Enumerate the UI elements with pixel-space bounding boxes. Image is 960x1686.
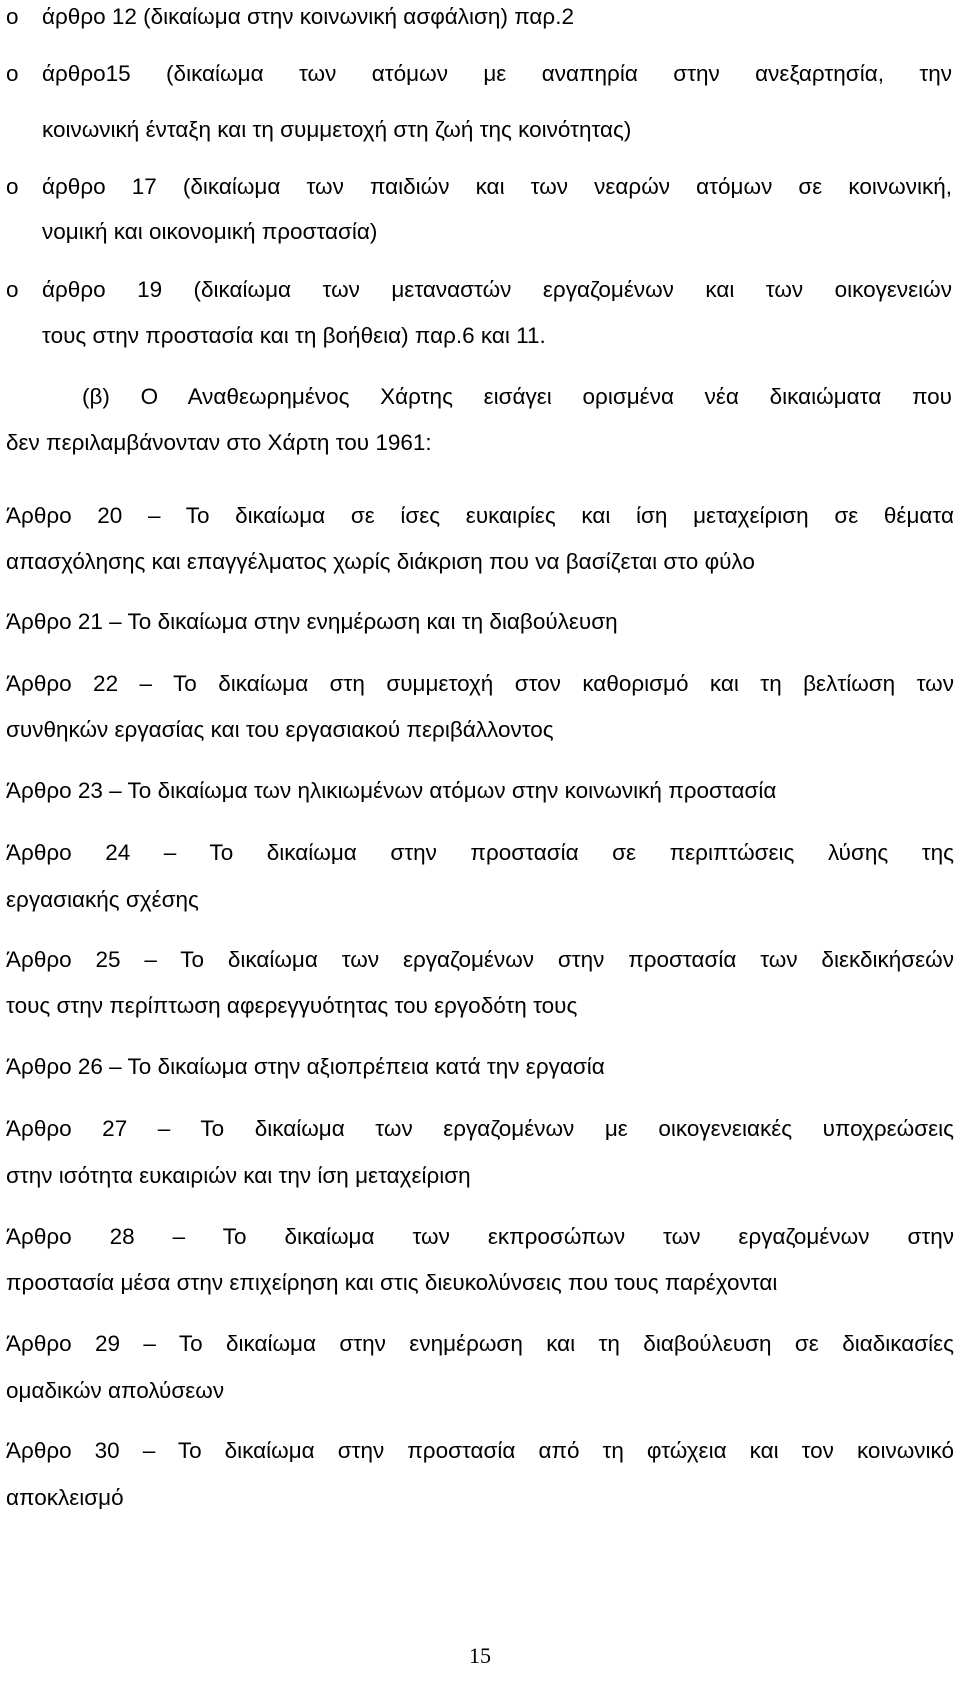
page-number: 15 [469, 1643, 491, 1668]
article-line: εργασιακής σχέσης [6, 887, 199, 912]
article-line: ομαδικών απολύσεων [6, 1378, 225, 1403]
article-line: Άρθρο 26 – Το δικαίωμα στην αξιοπρέπεια κατά την εργασία [6, 1054, 605, 1079]
article-line: Άρθρο 28 – Το δικαίωμα των εκπροσώπων των εργαζομένων στην [6, 1224, 954, 1249]
article-line: Άρθρο 30 – Το δικαίωμα στην προστασία από τη φτώχεια και τον κοινωνικό [6, 1438, 954, 1463]
bullet-item-line: άρθρο15 (δικαίωμα των ατόμων με αναπηρία στην ανεξαρτησία, την [42, 61, 952, 86]
bullet-item-line: κοινωνική ένταξη και τη συμμετοχή στη ζωή της κοινότητας) [42, 117, 632, 142]
article-line: Άρθρο 21 – Το δικαίωμα στην ενημέρωση και τη διαβούλευση [6, 609, 618, 634]
bullet-item-line: τους στην προστασία και τη βοήθεια) παρ.6 και 11. [42, 323, 546, 348]
bullet-item-line: άρθρο 19 (δικαίωμα των μεταναστών εργαζομένων και των οικογενειών [42, 277, 952, 302]
article-line: Άρθρο 23 – Το δικαίωμα των ηλικιωμένων ατόμων στην κοινωνική προστασία [6, 778, 777, 803]
bullet-item-line: άρθρο 12 (δικαίωμα στην κοινωνική ασφάλιση) παρ.2 [42, 4, 574, 29]
bullet-item-line: άρθρο 17 (δικαίωμα των παιδιών και των νεαρών ατόμων σε κοινωνική, [42, 174, 952, 199]
article-line: αποκλεισμό [6, 1485, 124, 1510]
article-line: Άρθρο 29 – Το δικαίωμα στην ενημέρωση και τη διαβούλευση σε διαδικασίες [6, 1331, 954, 1356]
bullet-marker: o [6, 277, 19, 302]
bullet-marker: o [6, 4, 19, 29]
bullet-marker: o [6, 61, 19, 86]
article-line: Άρθρο 24 – Το δικαίωμα στην προστασία σε περιπτώσεις λύσης της [6, 840, 954, 865]
article-line: απασχόλησης και επαγγέλματος χωρίς διάκριση που να βασίζεται στο φύλο [6, 549, 755, 574]
article-line: Άρθρο 27 – Το δικαίωμα των εργαζομένων με οικογενειακές υποχρεώσεις [6, 1116, 954, 1141]
article-line: στην ισότητα ευκαιριών και την ίση μεταχείριση [6, 1163, 471, 1188]
article-line: προστασία μέσα στην επιχείρηση και στις διευκολύνσεις που τους παρέχονται [6, 1270, 778, 1295]
bullet-marker: o [6, 174, 19, 199]
article-line: τους στην περίπτωση αφερεγγυότητας του εργοδότη τους [6, 993, 578, 1018]
article-line: Άρθρο 20 – Το δικαίωμα σε ίσες ευκαιρίες και ίση μεταχείριση σε θέματα [6, 503, 954, 528]
intro-line: (β) Ο Αναθεωρημένος Χάρτης εισάγει ορισμένα νέα δικαιώματα που [82, 384, 952, 409]
article-line: Άρθρο 25 – Το δικαίωμα των εργαζομένων στην προστασία των διεκδικήσεών [6, 947, 954, 972]
intro-line: δεν περιλαμβάνονταν στο Χάρτη του 1961: [6, 430, 432, 455]
bullet-item-line: νομική και οικονομική προστασία) [42, 219, 378, 244]
article-line: Άρθρο 22 – Το δικαίωμα στη συμμετοχή στον καθορισμό και τη βελτίωση των [6, 671, 954, 696]
article-line: συνθηκών εργασίας και του εργασιακού περιβάλλοντος [6, 717, 554, 742]
